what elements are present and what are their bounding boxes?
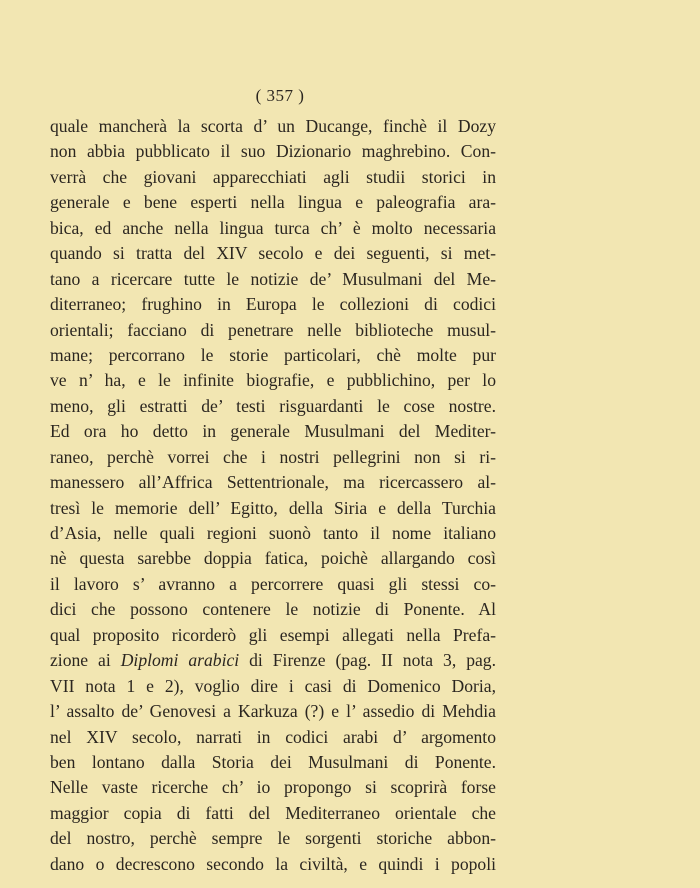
text-fragment: zione ai xyxy=(50,650,121,671)
text-line: ben lontano dalla Storia dei Musulmani di Ponente. xyxy=(50,751,496,772)
text-line: Ed ora ho detto in generale Musulmani del Mediter- xyxy=(50,421,496,442)
text-line: Nelle vaste ricerche ch’ io propongo si scoprirà forse xyxy=(50,777,496,798)
text-line: l’ assalto de’ Genovesi a Karkuza (?) e l’ assedio di Mehdia xyxy=(50,701,496,722)
text-line: d’Asia, nelle quali regioni suonò tanto il nome italiano xyxy=(50,523,496,543)
body-text xyxy=(50,114,496,877)
text-line: nè questa sarebbe doppia fatica, poichè allargando così xyxy=(50,548,496,569)
text-line: raneo, perchè vorrei che i nostri pellegrini non si ri- xyxy=(50,446,496,467)
text-line: nel XIV secolo, narrati in codici arabi d’ argomento xyxy=(50,726,496,747)
text-line: quando si tratta del XIV secolo e dei seguenti, si met- xyxy=(50,243,496,264)
text-line: orientali; facciano di penetrare nelle biblioteche musul- xyxy=(50,319,496,340)
text-line: il lavoro s’ avranno a percorrere quasi gli stessi co- xyxy=(50,573,496,594)
text-line: mane; percorrano le storie particolari, chè molte pur xyxy=(50,344,496,365)
text-line: ve n’ ha, e le infinite biografie, e pubblichino, per lo xyxy=(50,370,496,391)
italic-title: Diplomi arabici xyxy=(120,650,240,671)
text-line: maggior copia di fatti del Mediterraneo orientale che xyxy=(50,802,496,823)
text-line: dano o decrescono secondo la civiltà, e quindi i popoli xyxy=(50,853,496,874)
text-line: bica, ed anche nella lingua turca ch’ è molto necessaria xyxy=(50,217,496,238)
text-line: VII nota 1 e 2), voglio dire i casi di Domenico Doria, xyxy=(50,675,496,696)
text-line: tresì le memorie dell’ Egitto, della Siria e della Turchia xyxy=(50,497,496,518)
text-line: quale mancherà la scorta d’ un Ducange, finchè il Dozy xyxy=(50,116,496,136)
text-fragment: di Firenze (pag. II nota 3, pag. xyxy=(239,650,496,671)
text-line: del nostro, perchè sempre le sorgenti storiche abbon- xyxy=(50,828,496,849)
text-line: non abbia pubblicato il suo Dizionario maghrebino. Con- xyxy=(50,141,496,162)
text-line: qual proposito ricorderò gli esempi allegati nella Prefa- xyxy=(50,624,496,645)
text-line: tano a ricercare tutte le notizie de’ Musulmani del Me- xyxy=(50,268,496,289)
text-line: meno, gli estratti de’ testi risguardanti le cose nostre. xyxy=(50,395,496,416)
text-line-with-italic xyxy=(50,648,496,673)
text-line: generale e bene esperti nella lingua e paleografia ara- xyxy=(50,192,496,213)
text-line: verrà che giovani apparecchiati agli studii storici in xyxy=(50,166,496,187)
page-number: ( 357 ) xyxy=(255,86,305,105)
text-line: dici che possono contenere le notizie di Ponente. Al xyxy=(50,599,496,620)
text-line: manessero all’Affrica Settentrionale, ma ricercassero al- xyxy=(50,472,496,493)
text-line: diterraneo; frughino in Europa le collezioni di codici xyxy=(50,294,496,315)
